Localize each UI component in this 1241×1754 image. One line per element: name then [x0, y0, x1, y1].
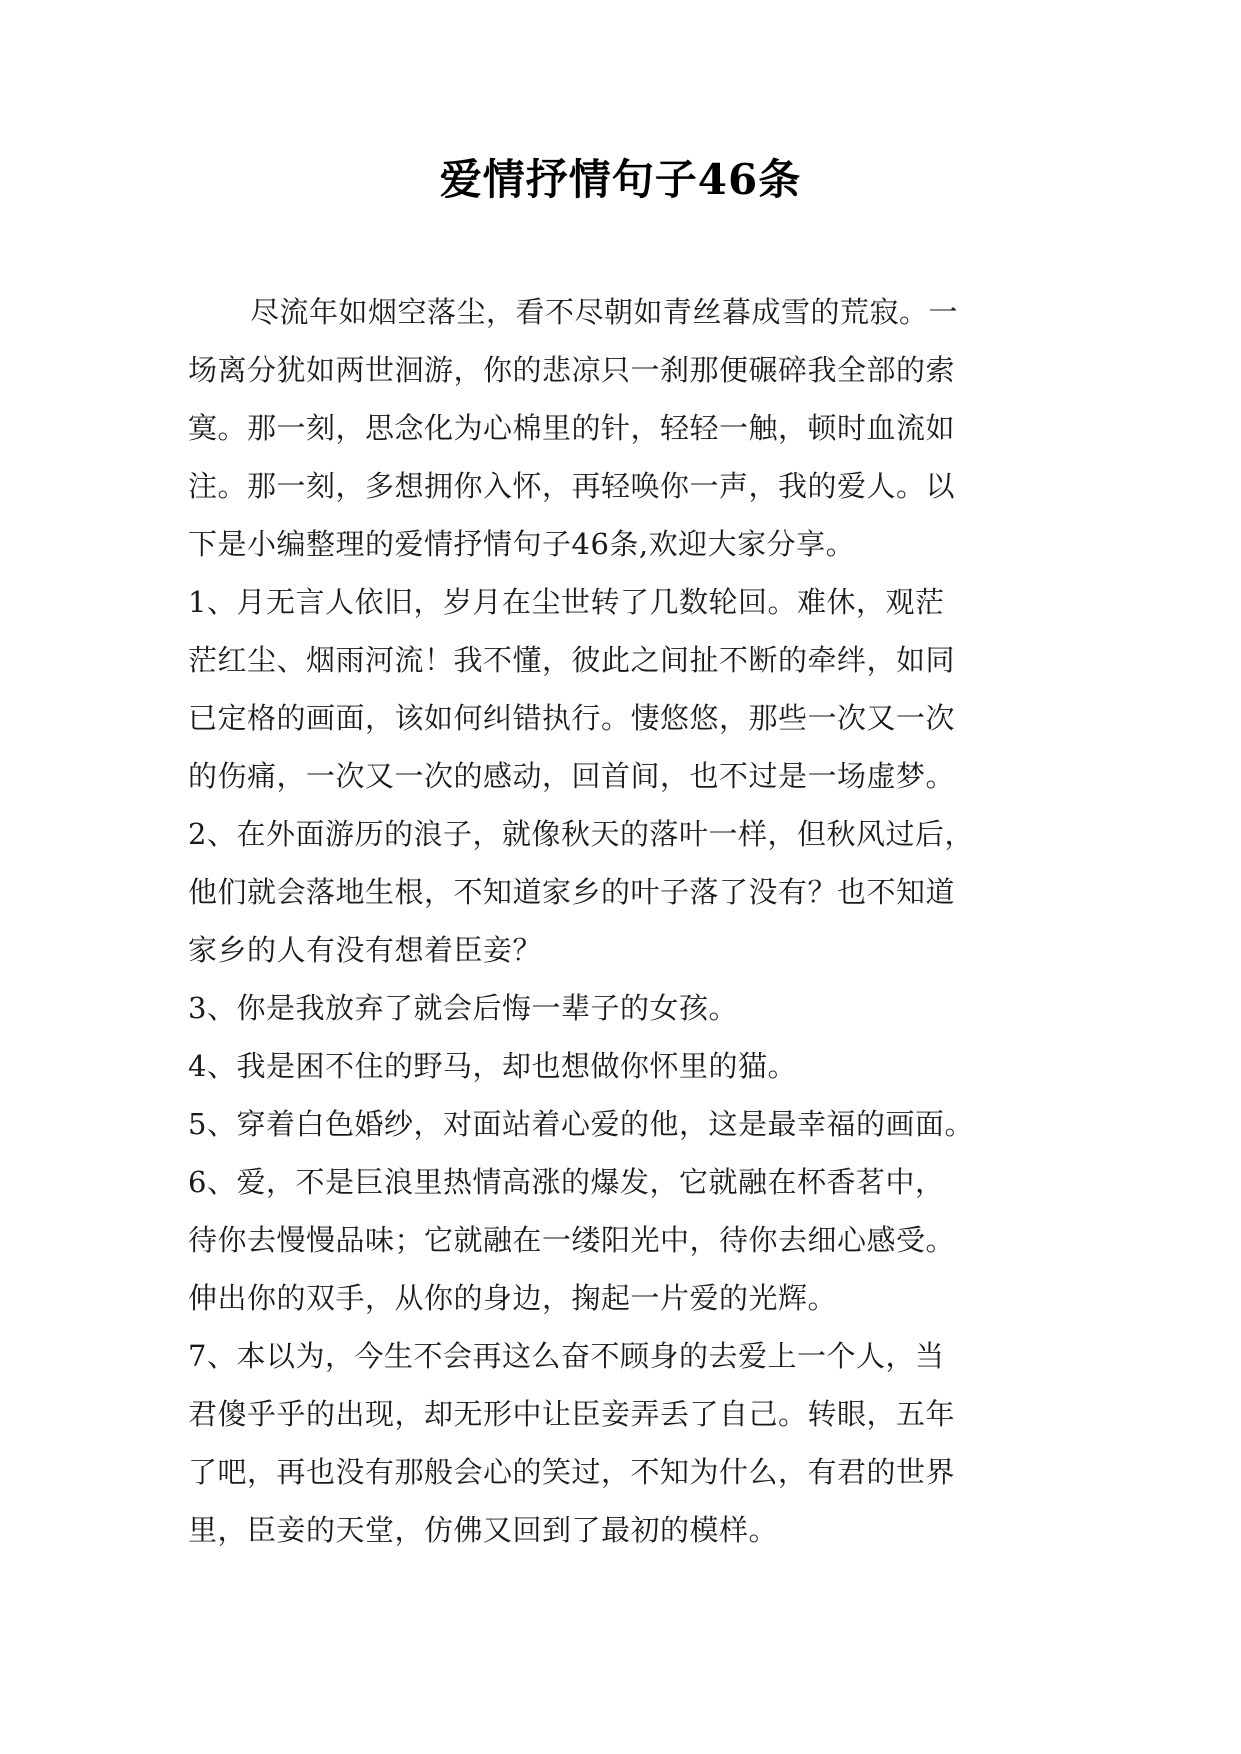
paragraph-line: 尽流年如烟空落尘，看不尽朝如青丝暮成雪的荒寂。一 [250, 295, 959, 329]
paragraph-line: 的伤痛，一次又一次的感动，回首间，也不过是一场虚梦。 [188, 759, 956, 793]
paragraph-line: 家乡的人有没有想着臣妾？ [188, 933, 543, 967]
paragraph-line: 4、我是困不住的野马，却也想做你怀里的猫。 [188, 1049, 797, 1083]
document-body [188, 283, 1068, 1559]
paragraph-line: 场离分犹如两世洄游，你的悲凉只一刹那便碾碎我全部的索 [188, 353, 956, 387]
paragraph-line: 1、月无言人依旧，岁月在尘世转了几数轮回。难休，观茫 [188, 585, 945, 619]
paragraph-line: 3、你是我放弃了就会后悔一辈子的女孩。 [188, 991, 738, 1025]
paragraph-line: 待你去慢慢品味；它就融在一缕阳光中，待你去细心感受。 [188, 1223, 956, 1257]
paragraph-line: 5、穿着白色婚纱，对面站着心爱的他，这是最幸福的画面。 [188, 1107, 974, 1141]
paragraph-line: 伸出你的双手，从你的身边，掬起一片爱的光辉。 [188, 1281, 838, 1315]
paragraph-line: 他们就会落地生根，不知道家乡的叶子落了没有？也不知道 [188, 875, 956, 909]
paragraph-line: 里，臣妾的天堂，仿佛又回到了最初的模样。 [188, 1513, 779, 1547]
paragraph-line: 7、本以为，今生不会再这么奋不顾身的去爱上一个人，当 [188, 1339, 945, 1373]
paragraph-line: 2、在外面游历的浪子，就像秋天的落叶一样，但秋风过后， [188, 817, 974, 851]
paragraph-line: 寞。那一刻，思念化为心棉里的针，轻轻一触，顿时血流如 [188, 411, 956, 445]
paragraph-line: 6、爱，不是巨浪里热情高涨的爆发，它就融在杯香茗中， [188, 1165, 945, 1199]
paragraph-line: 茫红尘、烟雨河流！我不懂，彼此之间扯不断的牵绊，如同 [188, 643, 956, 677]
paragraph-line: 了吧，再也没有那般会心的笑过，不知为什么，有君的世界 [188, 1455, 956, 1489]
paragraph-line: 注。那一刻，多想拥你入怀，再轻唤你一声，我的爱人。以 [188, 469, 956, 503]
paragraph-line: 君傻乎乎的出现，却无形中让臣妾弄丢了自己。转眼，五年 [188, 1397, 956, 1431]
document-title: 爱情抒情句子46条 [439, 155, 802, 204]
paragraph-line: 下是小编整理的爱情抒情句子46条,欢迎大家分享。 [188, 527, 856, 561]
paragraph-line: 已定格的画面，该如何纠错执行。悽悠悠，那些一次又一次 [188, 701, 956, 735]
